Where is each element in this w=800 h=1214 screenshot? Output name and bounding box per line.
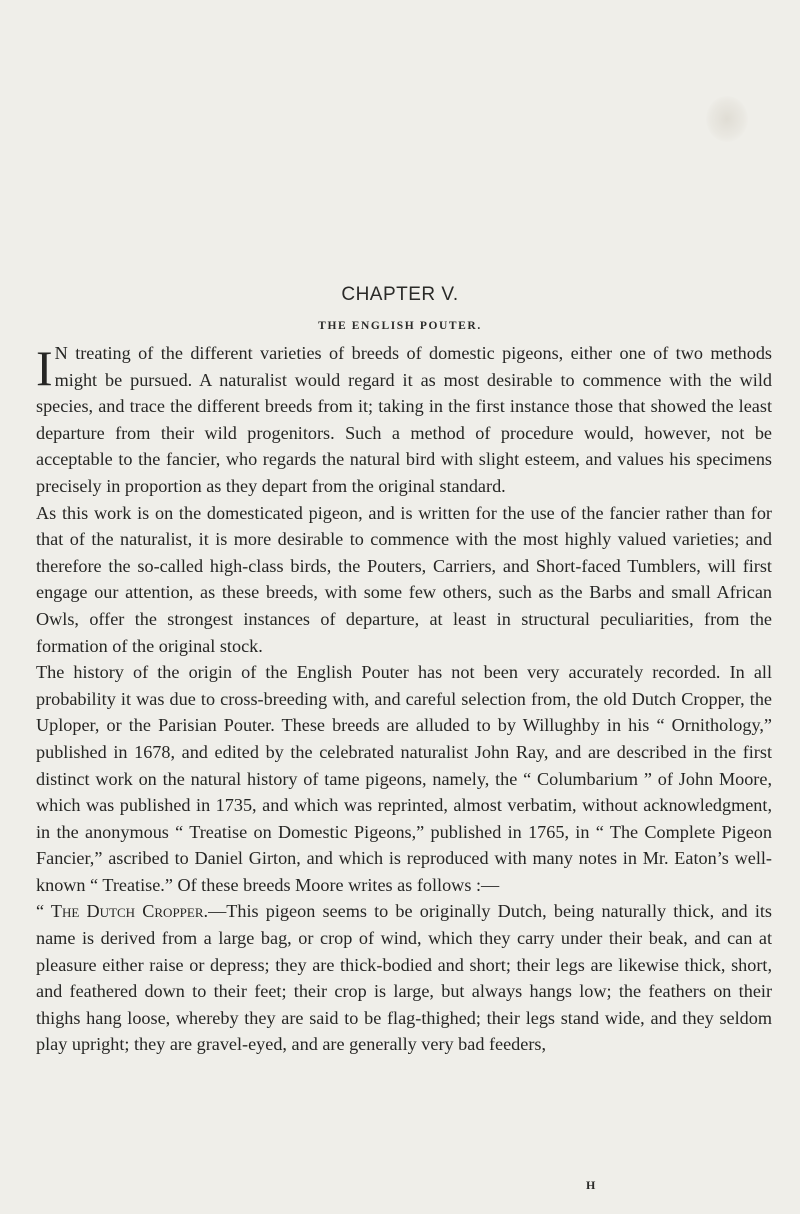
- chapter-subtitle: THE ENGLISH POUTER.: [318, 320, 482, 332]
- chapter-title: CHAPTER V.: [341, 284, 459, 305]
- paragraph-3-text: The history of the origin of the English Pouter has not been very accurately recorded. In all probability it was due to cross-breeding with, and careful selection from, the old Dutch Cropper, the Uploper, or the Parisian Pouter. These breeds are alluded to by Willughby in his “ Ornithology,” published in 1678, and edited by the celebrated naturalist John Ray, and are described in the first distinct work on the natural history of tame pigeons, namely, the “ Columbarium ” of John Moore, which was published in 1735, and which was reprinted, almost verbatim, without acknowledgment, in the anonymous “ Treatise on Domestic Pigeons,” published in 1765, in “ The Complete Pigeon Fancier,” ascribed to Daniel Girton, and which is reproduced with many notes in Mr. Eaton’s well-known “ Treatise.” Of these breeds Moore writes as follows :—: [36, 662, 772, 895]
- paragraph-3: [36, 659, 772, 898]
- signature-mark: H: [586, 1178, 597, 1192]
- paragraph-2: [36, 500, 772, 660]
- paragraph-4: [36, 898, 772, 1058]
- paragraph-4-text: —This pigeon seems to be originally Dutch, being naturally thick, and its name is derived from a large bag, or crop of wind, which they carry under their beak, and can at pleasure either raise or depress; they are thick-bodied and short; their legs are likewise thick, short, and feathered down to their feet; their crop is large, but always hangs low; the feathers on their thighs hang loose, whereby they are said to be flag-thighed; their legs stand wide, and they seldom play upright; they are gravel-eyed, and are generally very bad feeders,: [36, 901, 773, 1055]
- paragraph-1-text: N treating of the different varieties of breeds of domestic pigeons, either one of two methods might be pursued. A naturalist would regard it as most desirable to commence with the wild species, and trace the different breeds from it; taking in the first instance those that showed the least departure from their wild progenitors. Such a method of procedure would, however, not be acceptable to the fancier, who regards the natural bird with slight esteem, and values his specimens precisely in proportion as they depart from the original standard.: [36, 343, 772, 496]
- body-text: [36, 340, 772, 1058]
- paper-stain: [706, 96, 748, 142]
- paragraph-2-text: As this work is on the domesticated pigeon, and is written for the use of the fancier rather than for that of the naturalist, it is more desirable to commence with the most highly valued varieties; and therefore the so-called high-class birds, the Pouters, Carriers, and Short-faced Tumblers, will first engage our attention, as these breeds, with some few others, such as the Barbs and small African Owls, offer the strongest instances of departure, at least in structural peculiarities, from the formation of the original stock.: [36, 502, 772, 656]
- drop-cap: I: [36, 340, 53, 396]
- paragraph-1: [36, 340, 772, 500]
- paragraph-4-lead: “ The Dutch Cropper.: [36, 901, 209, 922]
